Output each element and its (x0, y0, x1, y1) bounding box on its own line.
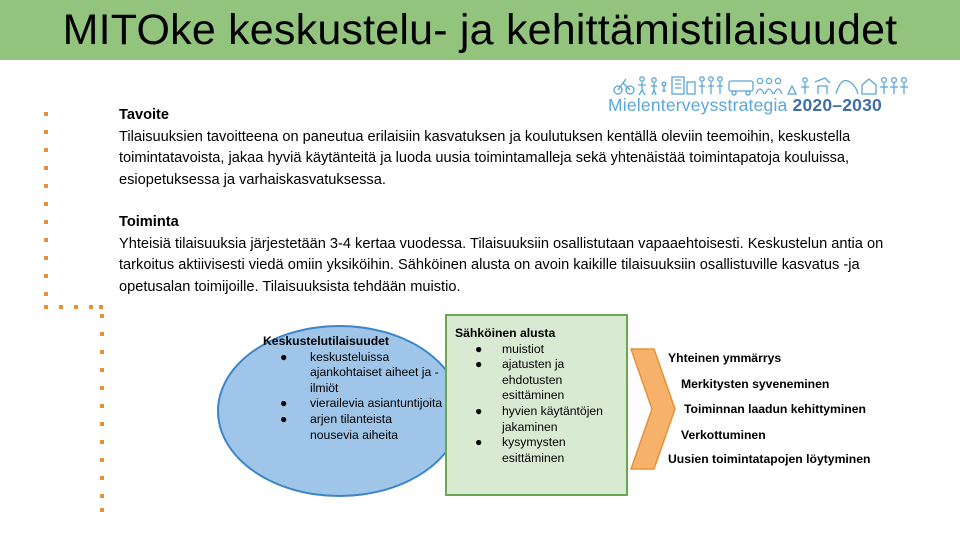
outcome-item: Verkottuminen (681, 428, 766, 442)
list-item (263, 350, 443, 397)
people-illustration-icon (612, 74, 912, 96)
bullet-icon: ● (475, 357, 483, 372)
decorative-dots-horizontal (43, 303, 103, 311)
action-section (119, 212, 919, 298)
list-item (263, 412, 443, 443)
bullet-icon: ● (475, 403, 483, 418)
platform-content (455, 326, 625, 466)
action-text: Yhteisiä tilaisuuksia järjestetään 3-4 kertaa vuodessa. Tilaisuuksiin osallistutaan vapaaehtoisesti. Keskustelun antia on tarkoitus aktiivisesti viedä omiin yksiköihin. Sähköinen alusta on avoin kaikille tilaisuuksiin osallistuville kasvatus -ja opetusalan toimijoille. Tilaisuuksista tehdään muistio. (119, 235, 884, 295)
outcome-item: Uusien toimintatapojen löytyminen (668, 452, 871, 466)
platform-list (455, 342, 625, 467)
discussion-item-text: keskusteluissa ajankohtaiset aiheet ja -ilmiöt (310, 349, 439, 395)
discussion-item-text: arjen tilanteista nousevia aiheita (310, 411, 399, 442)
list-item (455, 342, 625, 358)
logo-years: 2020–2030 (792, 95, 882, 115)
action-heading: Toiminta (119, 214, 179, 230)
goal-heading: Tavoite (119, 107, 170, 123)
goal-section (119, 105, 919, 191)
goal-text: Tilaisuuksien tavoitteena on paneutua erilaisiin kasvatuksen ja koulutuksen kentällä oleviin teemoihin, keskustella toimintatavoista, jakaa hyviä käytänteitä ja luoda uusia toimintamalleja sekä yhtenäistää toimintapatoja kouluissa, esiopetuksessa ja varhaiskasvatuksessa. (119, 128, 851, 188)
list-item (263, 396, 443, 412)
outcome-item: Toiminnan laadun kehittyminen (684, 402, 866, 416)
platform-item-text: ajatusten ja ehdotusten esittäminen (502, 357, 565, 403)
outcome-item: Yhteinen ymmärrys (668, 351, 782, 365)
discussion-heading: Keskustelutilaisuudet (263, 334, 389, 348)
discussion-item-text: vierailevia asiantuntijoita (310, 396, 443, 411)
list-item (455, 357, 625, 404)
platform-item-text: kysymysten esittäminen (502, 435, 566, 465)
discussion-content (263, 334, 443, 443)
discussion-list (263, 350, 443, 444)
bullet-icon: ● (475, 341, 483, 356)
title-bar (0, 0, 960, 60)
outcome-item: Merkitysten syveneminen (681, 377, 830, 391)
platform-heading: Sähköinen alusta (455, 326, 556, 340)
platform-item-text: muistiot (502, 341, 544, 356)
decorative-dots-vertical-right (99, 312, 105, 512)
logo-name: Mielenterveysstrategia (608, 95, 788, 115)
list-item (455, 435, 625, 466)
bullet-icon: ● (280, 411, 288, 426)
bullet-icon: ● (280, 396, 288, 411)
platform-item-text: hyvien käytäntöjen jakaminen (502, 403, 603, 434)
list-item (455, 404, 625, 435)
bullet-icon: ● (475, 435, 483, 450)
page-title: MITOke keskustelu- ja kehittämistilaisuudet (62, 5, 898, 54)
decorative-dots-vertical-left (43, 112, 49, 308)
bullet-icon: ● (280, 349, 288, 364)
